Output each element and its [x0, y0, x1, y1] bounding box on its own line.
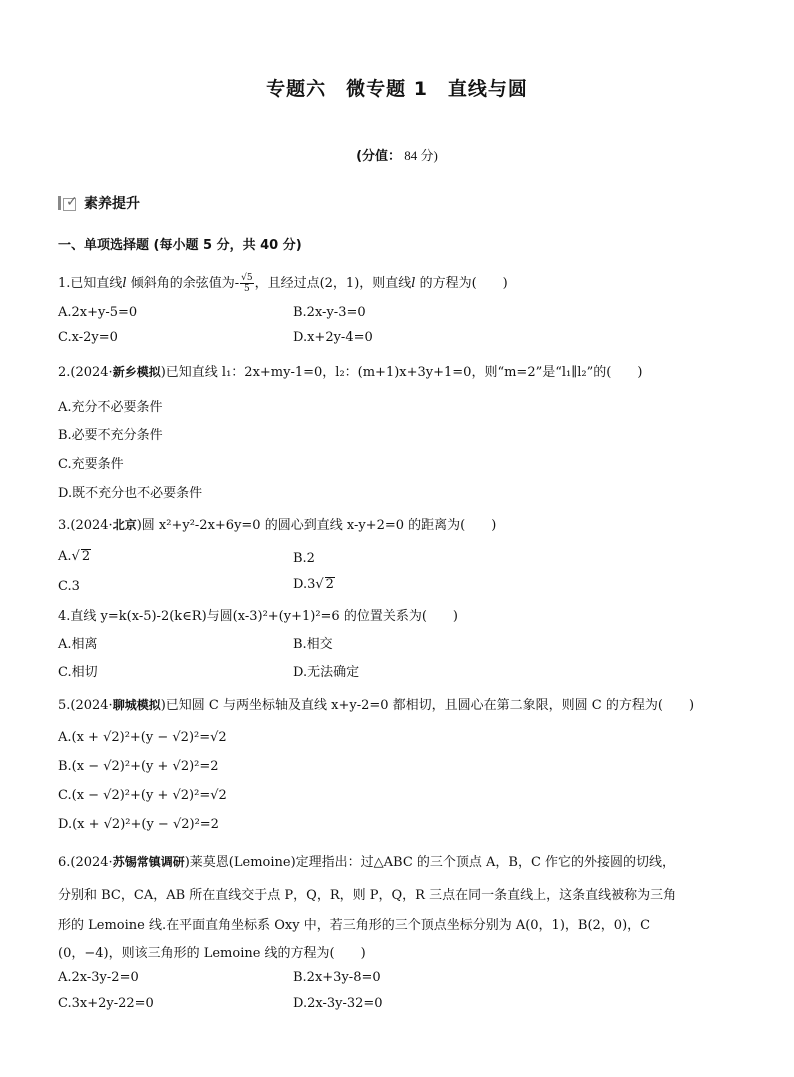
q6-num: 6.(2024·: [58, 855, 113, 870]
q2-option-a[interactable]: A.充分不必要条件: [58, 400, 163, 415]
q1-var-2: l: [411, 276, 416, 291]
q1-option-b[interactable]: B.2x-y-3=0: [293, 305, 366, 320]
q6-source: 苏锡常镇调研: [112, 855, 185, 869]
question-6-line-1: [58, 851, 675, 870]
q5-source: 聊城模拟: [112, 698, 161, 712]
q5-option-b[interactable]: B.(x − √2)²+(y + √2)²=2: [58, 759, 219, 774]
section-label: 素养提升: [84, 196, 140, 212]
q1-tail: ，且经过点(2，1)，则直线: [254, 276, 412, 291]
q3-option-b[interactable]: B.2: [293, 551, 315, 566]
q5-option-d[interactable]: D.(x + √2)²+(y − √2)²=2: [58, 817, 219, 832]
page-title: 专题六 微专题 1 直线与圆: [266, 78, 528, 100]
question-6-line-3: 形的 Lemoine 线.在平面直角坐标系 Oxy 中，若三角形的三个顶点坐标分别为 A(0，1)，B(2，0)，C: [58, 918, 651, 933]
q2-option-d[interactable]: D.既不充分也不必要条件: [58, 486, 203, 501]
q5-option-c[interactable]: C.(x − √2)²+(y + √2)²=√2: [58, 788, 227, 803]
q1-var: l: [122, 276, 127, 291]
score-line: [0, 145, 794, 164]
q3-text: )圆 x²+y²-2x+6y=0 的圆心到直线 x-y+2=0 的距离为( ): [136, 518, 497, 533]
checkbox-icon: ✓: [58, 195, 78, 211]
question-6-line-2: 分别和 BC，CA，AB 所在直线交于点 P，Q，R，则 P，Q，R 三点在同一条直线上，这条直线被称为三角: [58, 888, 677, 903]
part-heading: 一、单项选择题 (每小题 5 分，共 40 分): [58, 238, 302, 253]
q1-fraction: $\frac{√5}{5}$: [241, 273, 253, 294]
q4-option-b[interactable]: B.相交: [293, 637, 333, 652]
question-5-stem: [58, 694, 694, 713]
score-value: 84 分): [401, 148, 438, 163]
q2-source: 新乡模拟: [112, 365, 161, 379]
question-2-stem: [58, 361, 642, 380]
q3-option-a[interactable]: A.√ 2: [58, 549, 91, 564]
q4-option-a[interactable]: A.相离: [58, 637, 98, 652]
question-4-stem: 4.直线 y=k(x-5)-2(k∈R)与圆(x-3)²+(y+1)²=6 的位置关系为( ): [58, 609, 458, 624]
q2-option-b[interactable]: B.必要不充分条件: [58, 428, 163, 443]
q4-option-d[interactable]: D.无法确定: [293, 665, 360, 680]
radical-icon: √: [315, 577, 324, 592]
q1-option-d[interactable]: D.x+2y-4=0: [293, 330, 373, 345]
radical-icon: √: [71, 549, 80, 564]
q2-num: 2.(2024·: [58, 365, 113, 380]
q1-option-c[interactable]: C.x-2y=0: [58, 330, 118, 345]
q6-option-c[interactable]: C.3x+2y-22=0: [58, 996, 154, 1011]
q5-num: 5.(2024·: [58, 698, 113, 713]
q2-text: )已知直线 l₁：2x+my-1=0，l₂：(m+1)x+3y+1=0，则“m=2”是“l₁∥l₂”的( ): [160, 365, 643, 380]
q6-option-b[interactable]: B.2x+3y-8=0: [293, 970, 381, 985]
question-3-stem: [58, 514, 496, 533]
q6-option-d[interactable]: D.2x-3y-32=0: [293, 996, 383, 1011]
question-6-line-4: (0，−4)，则该三角形的 Lemoine 线的方程为( ): [58, 946, 366, 961]
section-header: [58, 193, 140, 213]
q6-option-a[interactable]: A.2x-3y-2=0: [58, 970, 139, 985]
q4-option-c[interactable]: C.相切: [58, 665, 98, 680]
q3-source: 北京: [112, 518, 137, 532]
q1-mid: 倾斜角的余弦值为-: [126, 276, 240, 291]
q1-option-a[interactable]: A.2x+y-5=0: [58, 305, 138, 320]
q3-option-c[interactable]: C.3: [58, 579, 80, 594]
q1-prefix: 1.已知直线: [58, 276, 123, 291]
q5-text: )已知圆 C 与两坐标轴及直线 x+y-2=0 都相切，且圆心在第二象限，则圆 C 的方程为( ): [160, 698, 695, 713]
question-1-stem: [58, 272, 508, 294]
q3-num: 3.(2024·: [58, 518, 113, 533]
score-label: (分值：: [356, 149, 402, 164]
q3-option-d[interactable]: D.3√ 2: [293, 577, 334, 592]
q5-option-a[interactable]: A.(x + √2)²+(y − √2)²=√2: [58, 730, 227, 745]
q6-text-1: )莱莫恩(Lemoine)定理指出：过△ABC 的三个顶点 A，B，C 作它的外接圆的切线，: [184, 855, 676, 870]
q2-option-c[interactable]: C.充要条件: [58, 457, 124, 472]
q1-end: 的方程为( ): [415, 276, 508, 291]
